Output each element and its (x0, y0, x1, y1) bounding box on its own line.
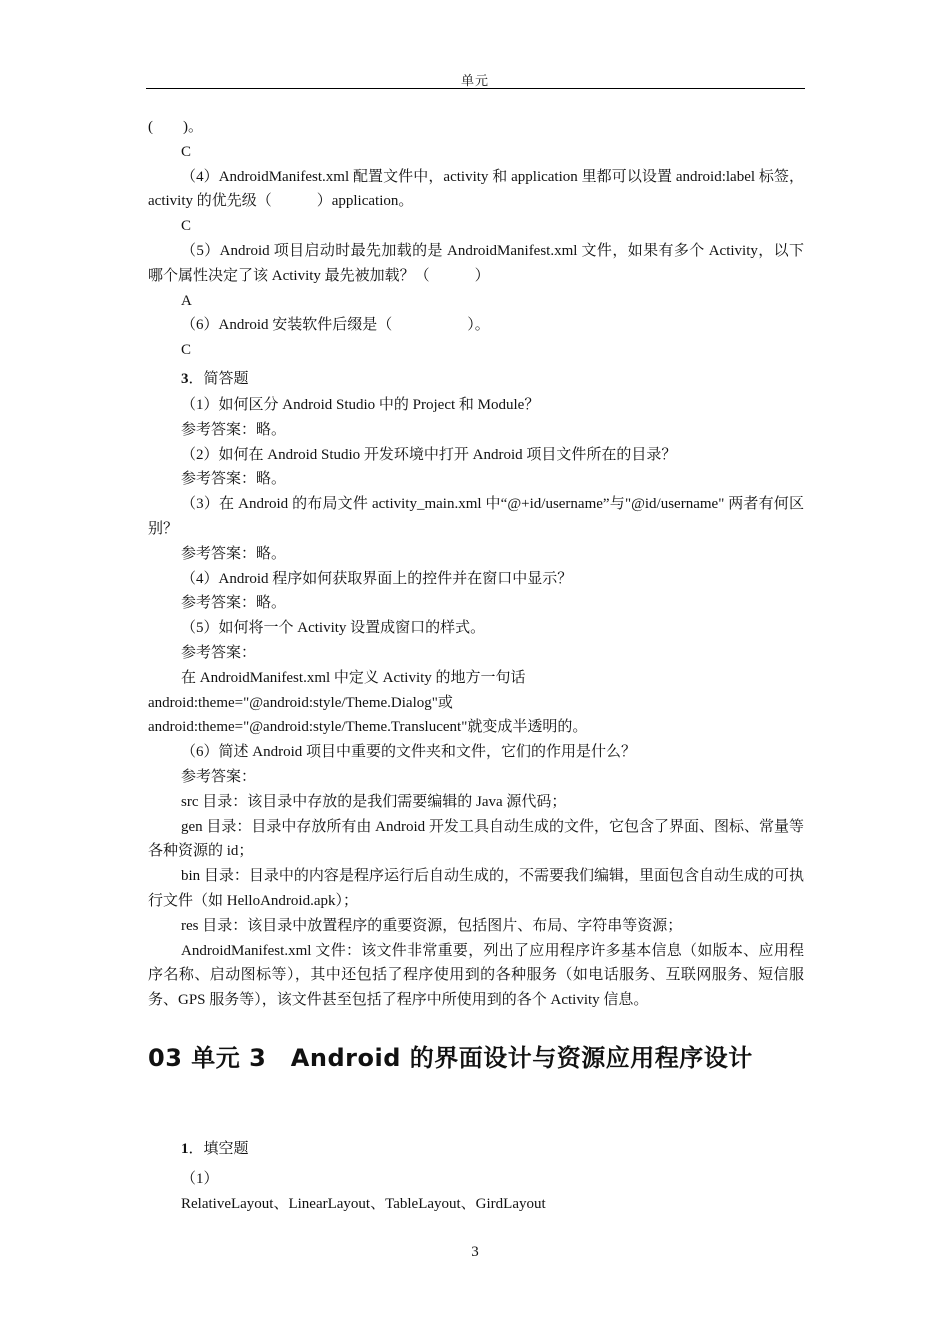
section-number: 3 (181, 370, 189, 387)
unit-title: 03 单元 3 Android 的界面设计与资源应用程序设计 (148, 1043, 753, 1072)
text-line: RelativeLayout、LinearLayout、TableLayout、GirdLayout (181, 1195, 546, 1212)
page-header-title: 单元 (460, 73, 489, 88)
section-heading-short-answer (148, 365, 804, 393)
document-body (148, 115, 804, 1216)
text-line: res 目录：该目录中放置程序的重要资源，包括图片、布局、字符串等资源； (181, 917, 683, 934)
text-line: C (181, 143, 192, 160)
text-line: （5）Android 项目启动时最先加载的是 AndroidManifest.xml 文件，如果有多个 Activity，以下哪个属性决定了该 Activity 最先被加载？（ ） (148, 242, 804, 284)
text-line: 参考答案：略。 (181, 471, 287, 488)
text-line: 参考答案：略。 (181, 421, 287, 438)
text-line: （1） (181, 1170, 219, 1187)
text-line: 参考答案：略。 (181, 545, 287, 562)
text-line: （1）如何区分 Android Studio 中的 Project 和 Module？ (181, 396, 540, 413)
text-line: （4）AndroidManifest.xml 配置文件中，activity 和 application 里都可以设置 android:label 标签，activity 的优先级（ ）application。 (148, 168, 804, 210)
section-label: ．简答题 (188, 370, 249, 387)
text-line: C (181, 218, 192, 235)
header-rule (146, 88, 805, 89)
text-line: 在 AndroidManifest.xml 中定义 Activity 的地方一句话 (181, 669, 526, 686)
text-line: 参考答案： (181, 768, 257, 785)
text-line: （4）Android 程序如何获取界面上的控件并在窗口中显示？ (181, 570, 573, 587)
section-label: ．填空题 (188, 1140, 249, 1157)
text-line: android:theme="@android:style/Theme.Translucent"就变成半透明的。 (148, 719, 588, 736)
text-line: （2）如何在 Android Studio 开发环境中打开 Android 项目文件所在的目录？ (181, 446, 677, 463)
text-line: （3）在 Android 的布局文件 activity_main.xml 中“@+id/username”与"@id/username" 两者有何区别？ (148, 496, 804, 537)
text-line: A (181, 292, 192, 309)
fill-in-answers (148, 1167, 804, 1217)
text-line: （5）如何将一个 Activity 设置成窗口的样式。 (181, 620, 486, 637)
text-line: 参考答案： (181, 644, 257, 661)
section-number: 1 (181, 1140, 189, 1157)
text-line: （6）Android 安装软件后缀是（ ）。 (181, 317, 490, 334)
text-line: src 目录：该目录中存放的是我们需要编辑的 Java 源代码； (181, 793, 567, 810)
text-line: ( )。 (148, 119, 203, 135)
section-heading-fill-in (148, 1135, 804, 1163)
text-line: android:theme="@android:style/Theme.Dialog"或 (148, 694, 453, 711)
text-line: bin 目录：目录中的内容是程序运行后自动生成的，不需要我们编辑，里面包含自动生成的可执行文件（如 HelloAndroid.apk）； (148, 868, 804, 909)
text-line: AndroidManifest.xml 文件：该文件非常重要，列出了应用程序许多基本信息（如版本、应用程序名称、启动图标等），其中还包括了程序使用到的各种服务（如电话服务、互联网服务、短信服务、GPS 服务等），该文件甚至包括了程序中所使用到的各个 Activity 信息。 (148, 942, 804, 1009)
short-answer-questions (148, 393, 804, 1013)
text-line: （6）简述 Android 项目中重要的文件夹和文件，它们的作用是什么？ (181, 744, 636, 761)
text-line: 参考答案：略。 (181, 595, 287, 612)
text-line: C (181, 342, 192, 359)
text-line: gen 目录：目录中存放所有由 Android 开发工具自动生成的文件，它包含了界面、图标、常量等各种资源的 id； (148, 818, 804, 860)
multiple-choice-answers (148, 115, 804, 363)
page-number: 3 (471, 1244, 479, 1260)
